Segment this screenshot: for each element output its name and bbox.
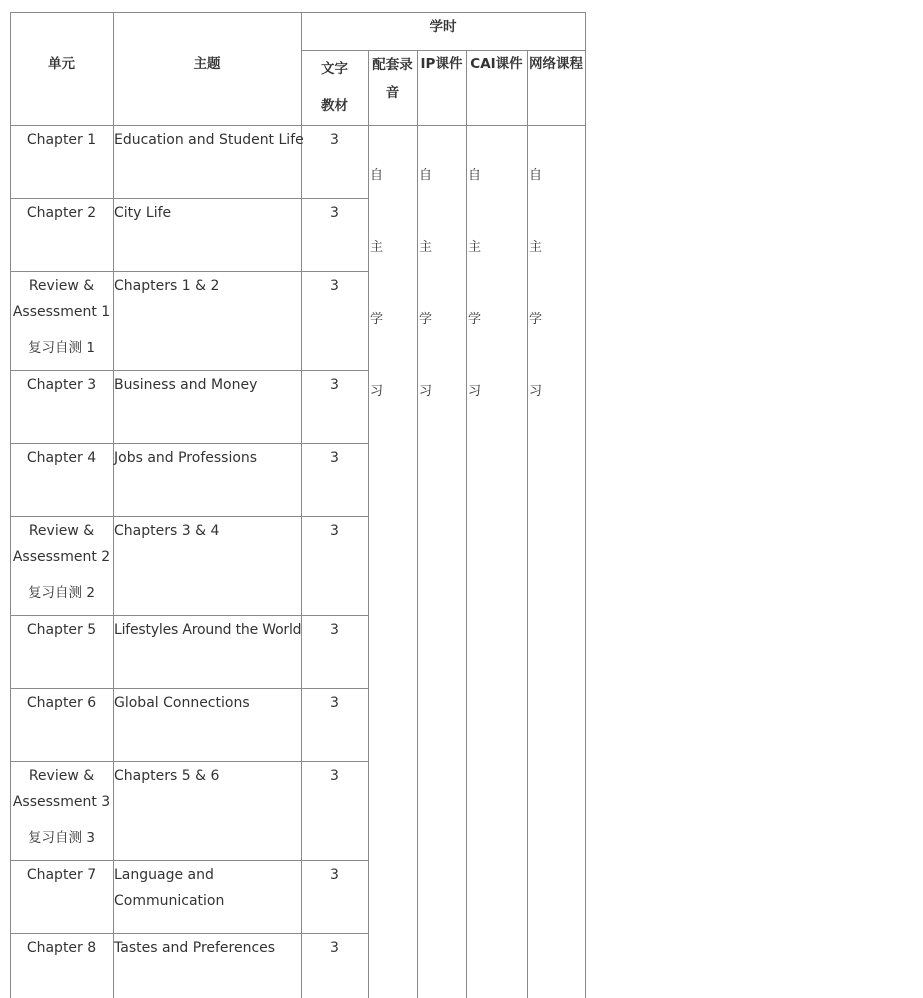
unit-cell: Chapter 1 [26, 132, 97, 148]
hours-cell: 3 [330, 768, 339, 784]
hours-cell: 3 [330, 450, 339, 466]
hours-cell: 3 [330, 523, 339, 539]
unit-cell: Review & [28, 768, 95, 784]
header-ip-courseware: IP课件 [420, 56, 463, 72]
topic-cell: Tastes and Preferences [114, 940, 276, 956]
hours-cell: 3 [330, 622, 339, 638]
topic-cell: Language and [114, 867, 214, 883]
unit-cell: Chapter 3 [26, 377, 97, 393]
self-study-audio: 自 主 学 习 [370, 168, 384, 399]
topic-cell-line2: Communication [114, 893, 225, 909]
header-online-course: 网络课程 [529, 56, 583, 72]
topic-cell: Education and Student Life [114, 132, 304, 148]
hours-cell: 3 [330, 940, 339, 956]
unit-cell-line2: Assessment 3 [12, 794, 111, 810]
hours-cell: 3 [330, 205, 339, 221]
hours-cell: 3 [330, 278, 339, 294]
hours-cell: 3 [330, 377, 339, 393]
unit-cell-line2: Assessment 2 [12, 549, 111, 565]
header-hours: 学时 [429, 19, 457, 35]
unit-cell: Chapter 4 [26, 450, 97, 466]
header-topic: 主题 [193, 56, 221, 72]
hours-cell: 3 [330, 695, 339, 711]
unit-cell: Review & [28, 523, 95, 539]
topic-cell: Chapters 5 & 6 [114, 768, 220, 784]
unit-cell-line3: 复习自测 3 [28, 830, 95, 846]
header-unit: 单元 [48, 56, 75, 72]
header-text-material: 文字 教材 [321, 61, 348, 114]
topic-cell: Global Connections [114, 695, 250, 711]
unit-cell: Chapter 6 [26, 695, 97, 711]
unit-cell: Chapter 7 [26, 867, 97, 883]
unit-cell-line3: 复习自测 1 [28, 340, 95, 356]
hours-cell: 3 [330, 132, 339, 148]
self-study-ip: 自 主 学 习 [419, 168, 433, 399]
header-audio: 配套录 音 [372, 57, 413, 101]
hours-cell: 3 [330, 867, 339, 883]
unit-cell: Chapter 8 [26, 940, 97, 956]
header-cai-courseware: CAI课件 [470, 56, 523, 72]
topic-cell: Jobs and Professions [114, 450, 258, 466]
topic-cell: City Life [114, 205, 172, 221]
unit-cell: Chapter 5 [26, 622, 97, 638]
unit-cell: Chapter 2 [26, 205, 97, 221]
topic-cell: Chapters 1 & 2 [114, 278, 220, 294]
unit-cell-line2: Assessment 1 [12, 304, 111, 320]
self-study-cai: 自 主 学 习 [468, 168, 482, 399]
topic-cell: Business and Money [114, 377, 258, 393]
topic-cell: Lifestyles Around the World [114, 622, 302, 638]
topic-cell: Chapters 3 & 4 [114, 523, 220, 539]
unit-cell-line3: 复习自测 2 [28, 585, 95, 601]
unit-cell: Review & [28, 278, 95, 294]
self-study-online: 自 主 学 习 [529, 168, 543, 399]
